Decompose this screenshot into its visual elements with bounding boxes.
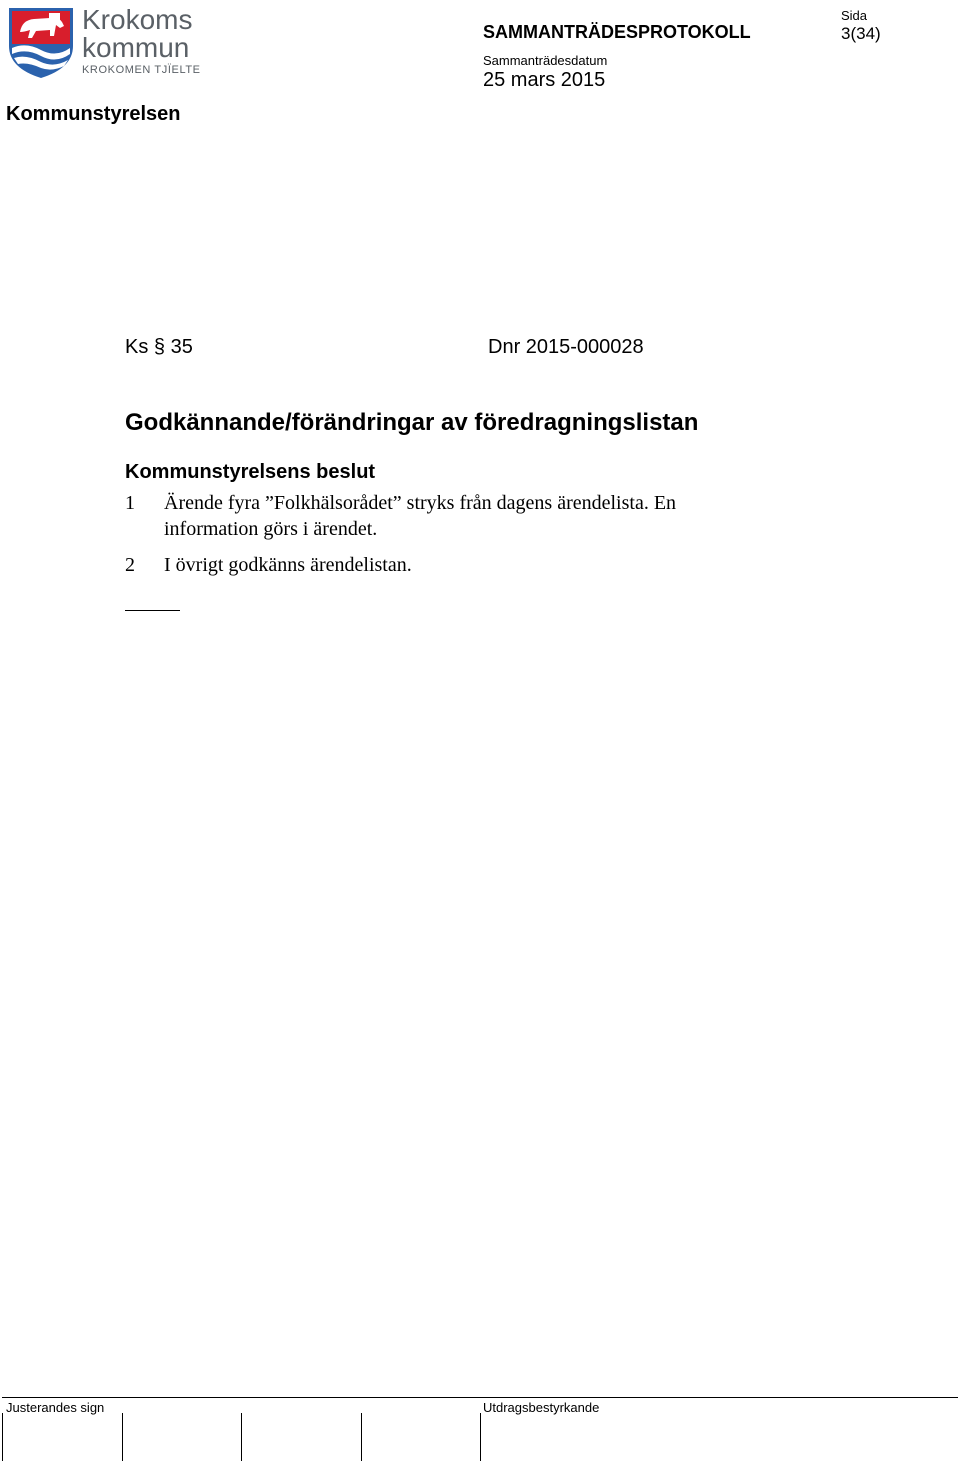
page-number: 3(34) — [841, 24, 881, 43]
signature-box-divider — [122, 1413, 123, 1461]
signature-box-divider — [2, 1413, 3, 1461]
organization-name: Kommunstyrelsen — [6, 103, 181, 125]
section-end-rule — [125, 610, 180, 611]
protocol-title: SAMMANTRÄDESPROTOKOLL — [483, 22, 751, 42]
decision-item-text: I övrigt godkänns ärendelistan. — [164, 554, 412, 576]
footer-divider — [2, 1397, 958, 1398]
signature-label: Justerandes sign — [6, 1400, 105, 1415]
logo-line-2: kommun — [82, 32, 190, 63]
page-label: Sida — [841, 8, 868, 23]
meeting-date-label: Sammanträdesdatum — [483, 53, 608, 68]
decision-item-text-continued: information görs i ärendet. — [164, 518, 378, 540]
coat-of-arms-icon — [6, 2, 206, 80]
logo-line-3: KROKOMEN TJÏELTE — [82, 64, 201, 76]
decision-item-number: 2 — [125, 554, 135, 576]
meeting-date: 25 mars 2015 — [483, 69, 606, 91]
signature-box-divider — [480, 1413, 481, 1461]
signature-box-divider — [241, 1413, 242, 1461]
signature-box-divider — [361, 1413, 362, 1461]
paragraph-number: Ks § 35 — [125, 336, 193, 358]
decision-item-number: 1 — [125, 492, 135, 514]
logo-line-1: Krokoms — [82, 4, 193, 35]
decision-heading: Kommunstyrelsens beslut — [125, 461, 376, 483]
krokom-logo — [6, 2, 206, 80]
case-number: Dnr 2015-000028 — [488, 336, 644, 358]
certification-label: Utdragsbestyrkande — [483, 1400, 600, 1415]
section-title: Godkännande/förändringar av föredragningslistan — [125, 409, 699, 436]
decision-item-text: Ärende fyra ”Folkhälsorådet” stryks från dagens ärendelista. En — [164, 492, 677, 514]
